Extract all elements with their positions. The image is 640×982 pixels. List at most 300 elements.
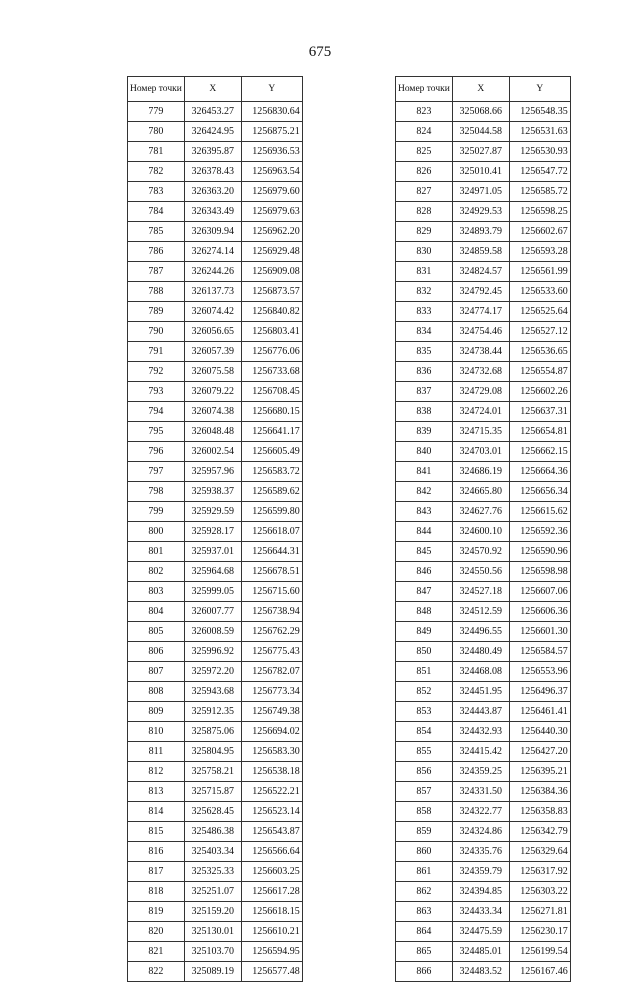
- x-coordinate-cell: 324570.92: [452, 542, 509, 562]
- table-row: [128, 802, 303, 822]
- point-number-cell: 784: [128, 202, 185, 222]
- x-coordinate-cell: 325804.95: [184, 742, 241, 762]
- point-number-cell: 800: [128, 522, 185, 542]
- table-row: [396, 262, 571, 282]
- table-row: [396, 502, 571, 522]
- x-coordinate-cell: 324324.86: [452, 822, 509, 842]
- y-coordinate-cell: 1256618.15: [241, 902, 302, 922]
- y-coordinate-cell: 1256317.92: [509, 862, 570, 882]
- y-coordinate-cell: 1256527.12: [509, 322, 570, 342]
- table-row: [396, 722, 571, 742]
- table-row: [396, 242, 571, 262]
- point-number-cell: 802: [128, 562, 185, 582]
- table-row: [128, 182, 303, 202]
- table-row: [396, 742, 571, 762]
- coordinates-table-right: [395, 76, 571, 982]
- x-coordinate-cell: 324754.46: [452, 322, 509, 342]
- y-coordinate-cell: 1256329.64: [509, 842, 570, 862]
- point-number-cell: 852: [396, 682, 453, 702]
- point-number-cell: 798: [128, 482, 185, 502]
- point-number-cell: 850: [396, 642, 453, 662]
- table-row: [396, 802, 571, 822]
- point-number-cell: 856: [396, 762, 453, 782]
- table-row: [128, 642, 303, 662]
- y-coordinate-cell: 1256594.95: [241, 942, 302, 962]
- point-number-cell: 812: [128, 762, 185, 782]
- table-row: [396, 322, 571, 342]
- table-row: [128, 442, 303, 462]
- table-row: [128, 922, 303, 942]
- point-number-cell: 821: [128, 942, 185, 962]
- point-number-cell: 859: [396, 822, 453, 842]
- table-row: [396, 862, 571, 882]
- x-coordinate-cell: 324394.85: [452, 882, 509, 902]
- point-number-cell: 832: [396, 282, 453, 302]
- point-number-cell: 851: [396, 662, 453, 682]
- x-coordinate-cell: 325159.20: [184, 902, 241, 922]
- x-coordinate-cell: 324415.42: [452, 742, 509, 762]
- y-coordinate-cell: 1256599.80: [241, 502, 302, 522]
- x-coordinate-cell: 326424.95: [184, 122, 241, 142]
- x-coordinate-cell: 326244.26: [184, 262, 241, 282]
- table-row: [396, 282, 571, 302]
- point-number-cell: 831: [396, 262, 453, 282]
- point-number-cell: 785: [128, 222, 185, 242]
- y-coordinate-cell: 1256590.96: [509, 542, 570, 562]
- point-number-cell: 862: [396, 882, 453, 902]
- y-coordinate-cell: 1256803.41: [241, 322, 302, 342]
- table-row: [396, 102, 571, 122]
- point-number-cell: 841: [396, 462, 453, 482]
- y-coordinate-cell: 1256962.20: [241, 222, 302, 242]
- point-number-cell: 820: [128, 922, 185, 942]
- point-number-cell: 799: [128, 502, 185, 522]
- x-coordinate-cell: 325130.01: [184, 922, 241, 942]
- table-row: [396, 662, 571, 682]
- y-coordinate-cell: 1256963.54: [241, 162, 302, 182]
- x-coordinate-cell: 324824.57: [452, 262, 509, 282]
- table-row: [396, 882, 571, 902]
- table-row: [396, 422, 571, 442]
- y-coordinate-cell: 1256610.21: [241, 922, 302, 942]
- point-number-cell: 793: [128, 382, 185, 402]
- table-row: [396, 562, 571, 582]
- point-number-cell: 805: [128, 622, 185, 642]
- y-coordinate-cell: 1256607.06: [509, 582, 570, 602]
- point-number-cell: 804: [128, 602, 185, 622]
- x-coordinate-cell: 325938.37: [184, 482, 241, 502]
- table-header-row: [128, 77, 303, 102]
- y-coordinate-cell: 1256553.96: [509, 662, 570, 682]
- x-coordinate-cell: 324359.25: [452, 762, 509, 782]
- x-coordinate-cell: 325089.19: [184, 962, 241, 982]
- point-number-cell: 791: [128, 342, 185, 362]
- table-row: [128, 342, 303, 362]
- table-row: [396, 542, 571, 562]
- x-coordinate-cell: 324893.79: [452, 222, 509, 242]
- table-body-left: [128, 77, 303, 982]
- y-coordinate-cell: 1256543.87: [241, 822, 302, 842]
- table-row: [128, 382, 303, 402]
- point-number-cell: 837: [396, 382, 453, 402]
- table-row: [396, 702, 571, 722]
- x-coordinate-cell: 324774.17: [452, 302, 509, 322]
- x-coordinate-cell: 325928.17: [184, 522, 241, 542]
- table-row: [396, 962, 571, 982]
- y-coordinate-cell: 1256554.87: [509, 362, 570, 382]
- x-coordinate-cell: 325068.66: [452, 102, 509, 122]
- y-coordinate-cell: 1256395.21: [509, 762, 570, 782]
- x-coordinate-cell: 324527.18: [452, 582, 509, 602]
- table-row: [396, 762, 571, 782]
- table-row: [128, 862, 303, 882]
- table-row: [128, 142, 303, 162]
- header-y: Y: [509, 77, 570, 102]
- point-number-cell: 813: [128, 782, 185, 802]
- x-coordinate-cell: 325758.21: [184, 762, 241, 782]
- table-row: [128, 602, 303, 622]
- y-coordinate-cell: 1256496.37: [509, 682, 570, 702]
- y-coordinate-cell: 1256775.43: [241, 642, 302, 662]
- point-number-cell: 863: [396, 902, 453, 922]
- x-coordinate-cell: 324322.77: [452, 802, 509, 822]
- header-point-number: Номер точки: [396, 77, 453, 102]
- point-number-cell: 848: [396, 602, 453, 622]
- y-coordinate-cell: 1256384.36: [509, 782, 570, 802]
- table-row: [396, 682, 571, 702]
- y-coordinate-cell: 1256522.21: [241, 782, 302, 802]
- y-coordinate-cell: 1256598.25: [509, 202, 570, 222]
- x-coordinate-cell: 326274.14: [184, 242, 241, 262]
- x-coordinate-cell: 326007.77: [184, 602, 241, 622]
- x-coordinate-cell: 324600.10: [452, 522, 509, 542]
- x-coordinate-cell: 325929.59: [184, 502, 241, 522]
- table-row: [128, 402, 303, 422]
- y-coordinate-cell: 1256644.31: [241, 542, 302, 562]
- table-row: [128, 242, 303, 262]
- header-x: X: [452, 77, 509, 102]
- point-number-cell: 855: [396, 742, 453, 762]
- table-row: [128, 502, 303, 522]
- y-coordinate-cell: 1256585.72: [509, 182, 570, 202]
- y-coordinate-cell: 1256531.63: [509, 122, 570, 142]
- point-number-cell: 808: [128, 682, 185, 702]
- x-coordinate-cell: 325957.96: [184, 462, 241, 482]
- table-row: [396, 182, 571, 202]
- x-coordinate-cell: 324724.01: [452, 402, 509, 422]
- x-coordinate-cell: 324433.34: [452, 902, 509, 922]
- x-coordinate-cell: 325715.87: [184, 782, 241, 802]
- y-coordinate-cell: 1256342.79: [509, 822, 570, 842]
- x-coordinate-cell: 326048.48: [184, 422, 241, 442]
- table-row: [128, 262, 303, 282]
- table-row: [128, 942, 303, 962]
- x-coordinate-cell: 324496.55: [452, 622, 509, 642]
- y-coordinate-cell: 1256523.14: [241, 802, 302, 822]
- point-number-cell: 864: [396, 922, 453, 942]
- x-coordinate-cell: 325251.07: [184, 882, 241, 902]
- header-y: Y: [241, 77, 302, 102]
- y-coordinate-cell: 1256602.26: [509, 382, 570, 402]
- point-number-cell: 818: [128, 882, 185, 902]
- y-coordinate-cell: 1256584.57: [509, 642, 570, 662]
- x-coordinate-cell: 325403.34: [184, 842, 241, 862]
- table-row: [396, 442, 571, 462]
- point-number-cell: 797: [128, 462, 185, 482]
- x-coordinate-cell: 325943.68: [184, 682, 241, 702]
- x-coordinate-cell: 325010.41: [452, 162, 509, 182]
- point-number-cell: 866: [396, 962, 453, 982]
- point-number-cell: 844: [396, 522, 453, 542]
- x-coordinate-cell: 326363.20: [184, 182, 241, 202]
- y-coordinate-cell: 1256929.48: [241, 242, 302, 262]
- point-number-cell: 803: [128, 582, 185, 602]
- x-coordinate-cell: 324732.68: [452, 362, 509, 382]
- point-number-cell: 842: [396, 482, 453, 502]
- table-row: [396, 122, 571, 142]
- point-number-cell: 781: [128, 142, 185, 162]
- table-row: [396, 402, 571, 422]
- x-coordinate-cell: 324432.93: [452, 722, 509, 742]
- table-row: [128, 622, 303, 642]
- point-number-cell: 806: [128, 642, 185, 662]
- point-number-cell: 857: [396, 782, 453, 802]
- x-coordinate-cell: 324729.08: [452, 382, 509, 402]
- x-coordinate-cell: 326075.58: [184, 362, 241, 382]
- table-row: [128, 662, 303, 682]
- table-row: [128, 782, 303, 802]
- x-coordinate-cell: 324738.44: [452, 342, 509, 362]
- table-row: [396, 342, 571, 362]
- point-number-cell: 811: [128, 742, 185, 762]
- x-coordinate-cell: 324468.08: [452, 662, 509, 682]
- y-coordinate-cell: 1256936.53: [241, 142, 302, 162]
- x-coordinate-cell: 324929.53: [452, 202, 509, 222]
- point-number-cell: 807: [128, 662, 185, 682]
- y-coordinate-cell: 1256561.99: [509, 262, 570, 282]
- point-number-cell: 787: [128, 262, 185, 282]
- y-coordinate-cell: 1256773.34: [241, 682, 302, 702]
- table-row: [128, 762, 303, 782]
- x-coordinate-cell: 326008.59: [184, 622, 241, 642]
- y-coordinate-cell: 1256654.81: [509, 422, 570, 442]
- y-coordinate-cell: 1256358.83: [509, 802, 570, 822]
- x-coordinate-cell: 324792.45: [452, 282, 509, 302]
- point-number-cell: 847: [396, 582, 453, 602]
- point-number-cell: 830: [396, 242, 453, 262]
- x-coordinate-cell: 324686.19: [452, 462, 509, 482]
- y-coordinate-cell: 1256303.22: [509, 882, 570, 902]
- point-number-cell: 843: [396, 502, 453, 522]
- x-coordinate-cell: 325972.20: [184, 662, 241, 682]
- x-coordinate-cell: 325964.68: [184, 562, 241, 582]
- table-row: [396, 582, 571, 602]
- x-coordinate-cell: 324451.95: [452, 682, 509, 702]
- y-coordinate-cell: 1256440.30: [509, 722, 570, 742]
- y-coordinate-cell: 1256776.06: [241, 342, 302, 362]
- table-row: [128, 162, 303, 182]
- header-x: X: [184, 77, 241, 102]
- point-number-cell: 861: [396, 862, 453, 882]
- table-row: [128, 822, 303, 842]
- x-coordinate-cell: 324512.59: [452, 602, 509, 622]
- x-coordinate-cell: 325999.05: [184, 582, 241, 602]
- point-number-cell: 826: [396, 162, 453, 182]
- table-row: [396, 302, 571, 322]
- table-row: [396, 622, 571, 642]
- table-row: [396, 362, 571, 382]
- y-coordinate-cell: 1256840.82: [241, 302, 302, 322]
- y-coordinate-cell: 1256733.68: [241, 362, 302, 382]
- y-coordinate-cell: 1256830.64: [241, 102, 302, 122]
- table-row: [128, 302, 303, 322]
- x-coordinate-cell: 324359.79: [452, 862, 509, 882]
- x-coordinate-cell: 325937.01: [184, 542, 241, 562]
- y-coordinate-cell: 1256979.63: [241, 202, 302, 222]
- y-coordinate-cell: 1256525.64: [509, 302, 570, 322]
- point-number-cell: 822: [128, 962, 185, 982]
- y-coordinate-cell: 1256603.25: [241, 862, 302, 882]
- y-coordinate-cell: 1256271.81: [509, 902, 570, 922]
- point-number-cell: 789: [128, 302, 185, 322]
- point-number-cell: 817: [128, 862, 185, 882]
- table-row: [396, 942, 571, 962]
- point-number-cell: 809: [128, 702, 185, 722]
- table-row: [128, 422, 303, 442]
- table-row: [128, 202, 303, 222]
- point-number-cell: 780: [128, 122, 185, 142]
- y-coordinate-cell: 1256715.60: [241, 582, 302, 602]
- y-coordinate-cell: 1256593.28: [509, 242, 570, 262]
- point-number-cell: 846: [396, 562, 453, 582]
- point-number-cell: 838: [396, 402, 453, 422]
- table-row: [396, 482, 571, 502]
- point-number-cell: 794: [128, 402, 185, 422]
- table-row: [128, 322, 303, 342]
- table-row: [128, 582, 303, 602]
- table-row: [128, 542, 303, 562]
- table-row: [396, 922, 571, 942]
- y-coordinate-cell: 1256530.93: [509, 142, 570, 162]
- point-number-cell: 786: [128, 242, 185, 262]
- x-coordinate-cell: 326395.87: [184, 142, 241, 162]
- y-coordinate-cell: 1256909.08: [241, 262, 302, 282]
- point-number-cell: 795: [128, 422, 185, 442]
- point-number-cell: 828: [396, 202, 453, 222]
- table-row: [396, 222, 571, 242]
- x-coordinate-cell: 325027.87: [452, 142, 509, 162]
- x-coordinate-cell: 325628.45: [184, 802, 241, 822]
- header-point-number: Номер точки: [128, 77, 185, 102]
- point-number-cell: 815: [128, 822, 185, 842]
- y-coordinate-cell: 1256617.28: [241, 882, 302, 902]
- table-row: [396, 522, 571, 542]
- x-coordinate-cell: 324480.49: [452, 642, 509, 662]
- y-coordinate-cell: 1256547.72: [509, 162, 570, 182]
- table-row: [396, 162, 571, 182]
- point-number-cell: 824: [396, 122, 453, 142]
- point-number-cell: 834: [396, 322, 453, 342]
- x-coordinate-cell: 325486.38: [184, 822, 241, 842]
- table-row: [128, 122, 303, 142]
- table-header-row: [396, 77, 571, 102]
- y-coordinate-cell: 1256641.17: [241, 422, 302, 442]
- point-number-cell: 819: [128, 902, 185, 922]
- y-coordinate-cell: 1256873.57: [241, 282, 302, 302]
- x-coordinate-cell: 324971.05: [452, 182, 509, 202]
- x-coordinate-cell: 324665.80: [452, 482, 509, 502]
- y-coordinate-cell: 1256782.07: [241, 662, 302, 682]
- x-coordinate-cell: 326378.43: [184, 162, 241, 182]
- y-coordinate-cell: 1256548.35: [509, 102, 570, 122]
- y-coordinate-cell: 1256592.36: [509, 522, 570, 542]
- point-number-cell: 849: [396, 622, 453, 642]
- point-number-cell: 796: [128, 442, 185, 462]
- point-number-cell: 814: [128, 802, 185, 822]
- x-coordinate-cell: 324715.35: [452, 422, 509, 442]
- table-row: [396, 202, 571, 222]
- point-number-cell: 860: [396, 842, 453, 862]
- x-coordinate-cell: 324859.58: [452, 242, 509, 262]
- y-coordinate-cell: 1256656.34: [509, 482, 570, 502]
- x-coordinate-cell: 324331.50: [452, 782, 509, 802]
- x-coordinate-cell: 325325.33: [184, 862, 241, 882]
- point-number-cell: 816: [128, 842, 185, 862]
- y-coordinate-cell: 1256875.21: [241, 122, 302, 142]
- y-coordinate-cell: 1256536.65: [509, 342, 570, 362]
- table-row: [396, 602, 571, 622]
- x-coordinate-cell: 326137.73: [184, 282, 241, 302]
- table-row: [128, 282, 303, 302]
- y-coordinate-cell: 1256533.60: [509, 282, 570, 302]
- y-coordinate-cell: 1256678.51: [241, 562, 302, 582]
- table-row: [396, 642, 571, 662]
- table-row: [396, 842, 571, 862]
- point-number-cell: 792: [128, 362, 185, 382]
- point-number-cell: 801: [128, 542, 185, 562]
- y-coordinate-cell: 1256664.36: [509, 462, 570, 482]
- table-row: [396, 782, 571, 802]
- x-coordinate-cell: 326343.49: [184, 202, 241, 222]
- point-number-cell: 779: [128, 102, 185, 122]
- y-coordinate-cell: 1256606.36: [509, 602, 570, 622]
- y-coordinate-cell: 1256461.41: [509, 702, 570, 722]
- table-row: [128, 962, 303, 982]
- x-coordinate-cell: 326057.39: [184, 342, 241, 362]
- y-coordinate-cell: 1256167.46: [509, 962, 570, 982]
- y-coordinate-cell: 1256605.49: [241, 442, 302, 462]
- table-row: [396, 142, 571, 162]
- y-coordinate-cell: 1256601.30: [509, 622, 570, 642]
- point-number-cell: 827: [396, 182, 453, 202]
- point-number-cell: 790: [128, 322, 185, 342]
- y-coordinate-cell: 1256566.64: [241, 842, 302, 862]
- point-number-cell: 788: [128, 282, 185, 302]
- y-coordinate-cell: 1256577.48: [241, 962, 302, 982]
- y-coordinate-cell: 1256538.18: [241, 762, 302, 782]
- x-coordinate-cell: 325912.35: [184, 702, 241, 722]
- x-coordinate-cell: 325996.92: [184, 642, 241, 662]
- y-coordinate-cell: 1256583.72: [241, 462, 302, 482]
- x-coordinate-cell: 324443.87: [452, 702, 509, 722]
- point-number-cell: 845: [396, 542, 453, 562]
- point-number-cell: 825: [396, 142, 453, 162]
- table-row: [396, 822, 571, 842]
- page-number: 675: [308, 44, 332, 60]
- y-coordinate-cell: 1256680.15: [241, 402, 302, 422]
- y-coordinate-cell: 1256589.62: [241, 482, 302, 502]
- y-coordinate-cell: 1256662.15: [509, 442, 570, 462]
